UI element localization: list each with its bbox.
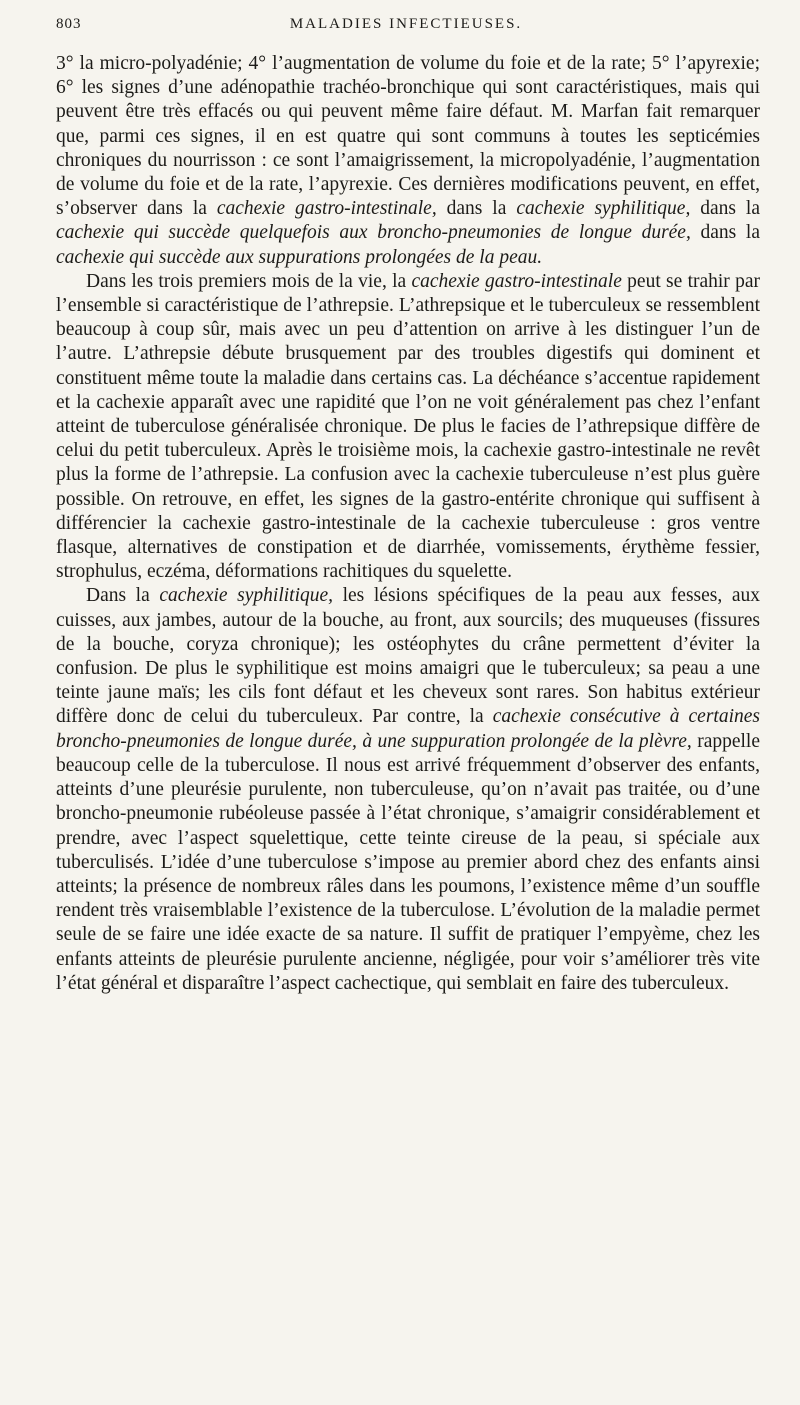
text-segment: rappelle beaucoup celle de la tuberculose. Il nous est arrivé fréquemment d’observer des enfants, atteints d’une pleurésie purulente, non tuberculeuse, qu’on n’avait pas traitée, ou d’une broncho-pneumonie rubéoleuse passée à l’état chronique, s’amaigrir considérablement et prendre, avec l’aspect squelettique, cette teinte cireuse de la peau, si spéciale aux tuberculisés. L’idée d’une tuberculose s’impose au premier abord chez des enfants ainsi atteints; la présence de nombreux râles dans les poumons, l’existence même d’un souffle rendent très vraisemblable l’existence de la tuberculose. L’évolution de la maladie permet seule de se faire une idée exacte de sa nature. Il suffit de pratiquer l’empyème, chez les enfants atteints de pleurésie purulente ancienne, négligée, pour voir s’améliorer très vite l’état général et disparaître l’aspect cachectique, qui semblait en faire des tuberculeux. <box>56 730 761 994</box>
running-header <box>56 16 756 40</box>
text-segment: dans la <box>690 222 760 244</box>
italic-segment: cachexie qui succède aux suppurations prolongées de la peau. <box>56 246 543 268</box>
italic-segment: cachexie gastro-intestinale <box>411 270 622 292</box>
italic-segment: cachexie qui succède quelquefois aux broncho-pneumonies de longue durée, <box>56 222 691 244</box>
text-segment: les lésions spécifiques de la peau aux fesses, aux cuisses, aux jambes, autour de la bouche, au front, aux sourcils; des muqueuses (fissures de la bouche, coryza chronique); les ostéophytes du crâne permettent d’éviter la confusion. De plus le syphilitique est moins amaigri que le tuberculeux; sa peau a une teinte jaune maïs; les cils font défaut et les cheveux sont rares. Son habitus extérieur diffère donc de celui du tuberculeux. Par contre, la <box>56 585 760 728</box>
paragraph-1 <box>56 52 760 270</box>
italic-segment: cachexie gastro-intestinale, <box>216 198 437 220</box>
paragraph-3 <box>56 584 760 995</box>
text-segment: Dans la <box>86 585 160 607</box>
text-segment: 3° la micro-polyadénie; 4° l’augmentation de volume du foie et de la rate; 5° l’apyrexie; 6° les signes d’une adénopathie trachéo-bronchique qui sont caractéristiques, mais qui peuvent être très effacés ou qui peuvent même faire défaut. M. Marfan fait remarquer que, parmi ces signes, il en est quatre qui sont communs à toutes les septicémies chroniques du nourrisson : ce sont l’amaigrissement, la micropolyadénie, l’augmentation de volume du foie et de la rate, l’apyrexie. Ces dernières modifications peuvent, en effet, s’observer dans la <box>56 53 760 220</box>
italic-segment: cachexie syphilitique, <box>159 585 334 607</box>
italic-segment: cachexie consécutive à certaines broncho-pneumonies de longue durée, à une suppuration prolongée de la plèvre, <box>56 706 760 752</box>
text-segment: peut se trahir par l’ensemble si caractéristique de l’athrepsie. L’athrepsique et le tuberculeux se ressemblent beaucoup à coup sûr, mais avec un peu d’attention on arrive à les distinguer l’un de l’autre. L’athrepsie débute brusquement par des troubles digestifs qui dominent et constituent même toute la maladie dans certains cas. La déchéance s’accentue rapidement et la cachexie apparaît avec une rapidité que l’on ne voit généralement pas chez l’enfant atteint de tuberculose généralisée chronique. De plus le facies de l’athrepsique diffère de celui du petit tuberculeux. Après le troisième mois, la cachexie gastro-intestinale ne revêt plus la forme de l’athrepsie. La confusion avec la cachexie tuberculeuse n’est plus guère possible. On retrouve, en effet, les signes de la gastro-entérite chronique qui suffisent à différencier la cachexie gastro-intestinale de la cachexie tuberculeuse : gros ventre flasque, alternatives de constipation et de diarrhée, vomissements, érythème fessier, strophulus, eczéma, déformations rachitiques du squelette. <box>56 270 760 583</box>
text-segment: dans la <box>690 198 761 220</box>
text-segment: dans la <box>436 198 517 220</box>
paragraph-2 <box>56 270 760 585</box>
running-title: MALADIES INFECTIEUSES. <box>289 16 523 32</box>
text-segment: Dans les trois premiers mois de la vie, la <box>86 270 412 292</box>
italic-segment: cachexie syphilitique, <box>516 198 691 220</box>
body-text <box>56 52 760 996</box>
page-number: 803 <box>56 16 82 32</box>
